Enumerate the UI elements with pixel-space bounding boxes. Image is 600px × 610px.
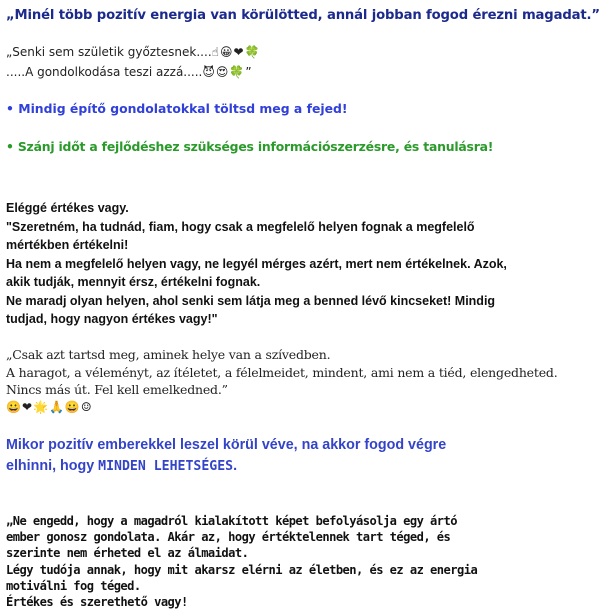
section-valuable xyxy=(6,199,534,329)
section-valuable-line: "Szeretném, ha tudnád, fiam, hogy csak a megfelelő helyen fognak a megfelelő xyxy=(6,219,475,234)
section-dont-let-line: „Ne engedd, hogy a magadról kialakított képet befolyásolja egy ártó xyxy=(6,514,457,528)
section-dont-let-line: motiválni fog téged. xyxy=(6,578,141,593)
section-positive-people xyxy=(6,435,534,477)
section-dont-let-line: Értékes és szerethető vagy! xyxy=(6,595,188,610)
quote-born-winner xyxy=(6,42,534,82)
everything-possible-text: MINDEN LEHETSÉGES xyxy=(98,459,234,474)
section-positive-line-2-end: . xyxy=(233,458,238,474)
bullet-time-for-learning: • Szánj időt a fejlődéshez szükséges információszerzésre, és tanulásra! xyxy=(6,139,494,154)
section-dont-let-line: ember gonosz gondolata. Akár az, hogy értéktelennek tart téged, és xyxy=(6,530,451,545)
section-valuable-line: Eléggé értékes vagy. xyxy=(6,201,129,215)
section-valuable-line: mértékben értékelni! xyxy=(6,238,129,252)
quote-line-1 xyxy=(6,42,534,62)
section-heart-line: „Csak azt tartsd meg, aminek helye van a szívedben. xyxy=(6,347,331,362)
quote-line-2-text: .....A gondolkodása teszi azzá..... xyxy=(6,65,203,79)
section-positive-line-2-start: elhinni, hogy xyxy=(6,458,99,474)
section-positive-line-2 xyxy=(6,456,534,477)
quote-line-1-text: „Senki sem születik győztesnek.... xyxy=(6,45,212,59)
section-heart-line: A haragot, a véleményt, az ítéletet, a félelmeidet, mindent, ami nem a tiéd, elengedheted. xyxy=(6,364,558,380)
section-dont-let-line: szerinte nem érheted el az álmaidat. xyxy=(6,546,249,561)
quote-line-2-end: ” xyxy=(245,65,252,79)
section-valuable-line: Ha nem a megfelelő helyen vagy, ne legyél mérges azért, mert nem értékelnek. Azok, xyxy=(6,256,507,271)
emoji-group-1: ☝😀❤🍀 xyxy=(211,45,261,59)
headline-quote: „Minél több pozitív energia van körülötted, annál jobban fogod érezni magadat.” xyxy=(6,8,600,23)
section-dont-let xyxy=(6,513,534,610)
emoji-group-2: 😈😍🍀 xyxy=(202,65,246,79)
section-valuable-line: tudjad, hogy nagyon értékes vagy!" xyxy=(6,312,218,326)
quote-line-2 xyxy=(6,62,534,82)
section-valuable-line: akik tudják, mennyit érsz, értékelni fognak. xyxy=(6,275,261,289)
section-dont-let-line: Légy tudója annak, hogy mit akarsz elérni az életben, és ez az energia xyxy=(6,562,478,577)
section-valuable-line: Ne maradj olyan helyen, ahol senki sem látja meg a benned lévő kincseket! Mindig xyxy=(6,293,496,308)
emoji-row: 😀❤🌟🙏😀☺ xyxy=(6,399,93,414)
section-heart-line: Nincs más út. Fel kell emelkedned.” xyxy=(6,382,228,397)
section-keep-in-heart xyxy=(6,346,558,416)
section-positive-line-1: Mikor pozitív emberekkel leszel körül véve, na akkor fogod végre xyxy=(6,437,447,453)
bullet-constructive-thoughts: • Mindig építő gondolatokkal töltsd meg a fejed! xyxy=(6,101,348,116)
